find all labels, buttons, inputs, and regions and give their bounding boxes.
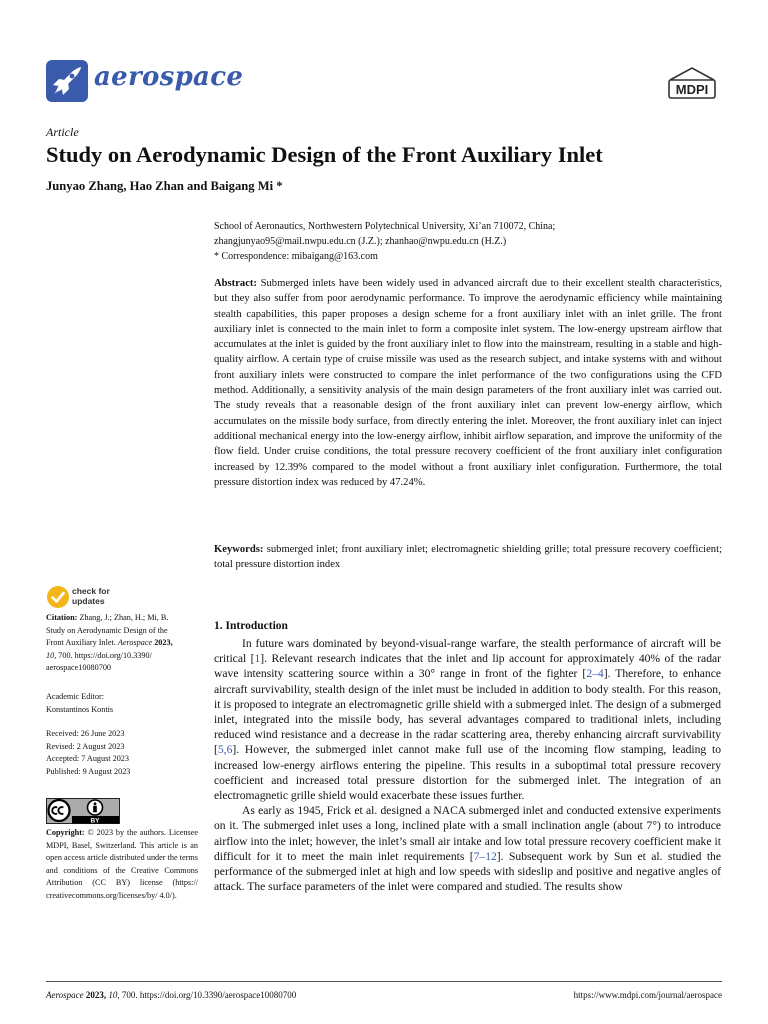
article-title: Study on Aerodynamic Design of the Front Auxiliary Inlet	[46, 142, 603, 167]
keywords-text: submerged inlet; front auxiliary inlet; electromagnetic shielding grille; total pressure recovery coefficient; total pressure distortion index	[214, 544, 722, 571]
reference-link[interactable]: 2–4	[586, 667, 604, 681]
citation-year: 2023,	[152, 638, 173, 648]
academic-editor	[46, 691, 198, 716]
citation-doi[interactable]: , 700. https://doi.org/10.3390/	[54, 650, 152, 660]
citation-label: Citation:	[46, 613, 78, 622]
mdpi-logo-icon	[666, 66, 718, 100]
check-updates-line1: check for	[72, 586, 110, 596]
footer-citation	[46, 990, 296, 1000]
editor-label: Academic Editor:	[46, 692, 104, 701]
check-updates-line2: updates	[72, 596, 105, 606]
footer-doi[interactable]: , 700. https://doi.org/10.3390/aerospace10080700	[117, 990, 297, 1000]
author-emails: zhangjunyao95@mail.nwpu.edu.cn (J.Z.); zhanhao@nwpu.edu.cn (H.Z.)	[214, 236, 507, 247]
body-text	[214, 636, 721, 894]
author-list: Junyao Zhang, Hao Zhan and Baigang Mi *	[46, 179, 283, 193]
correspondence: * Correspondence: mibaigang@163.com	[214, 251, 378, 262]
abstract	[214, 276, 722, 490]
paragraph: In future wars dominated by beyond-visual-range warfare, the stealth performance of aircraft will be critical [1]. Relevant research indicates that the inlet and lip account for approximately 40% of the radar wave intensity scattering source within a 30° range in front of the fighter [2–4]. Therefore, to enhance aircraft survivability, stealth design of the inlet must be included in addition to body stealth. For this reason, it is proposed to integrate an electromagnetic grille shield with a submerged inlet. The design of a submerged inlet, integrated into the missile body, has several advantages compared to traditional inlets, including reduced wind resistance and a decrease in the radar scattering area, thereby enhancing aircraft survivability [5,6]. However, the submerged inlet cannot make full use of the incoming flow stamping, leading to increased low-energy airflows entering the pipeline. This results in a suboptimal total pressure recovery coefficient and increased total pressure distortion for the submerged inlet. The integration of an electromagnetic grille shield would exacerbate these issues further.	[214, 637, 722, 803]
cc-by-label: BY	[90, 817, 100, 824]
cc-by-license-icon[interactable]	[46, 798, 120, 824]
section-heading: 1. Introduction	[214, 620, 288, 632]
affiliation-block	[214, 219, 726, 264]
check-for-updates-badge[interactable]	[46, 585, 156, 609]
copyright-notice	[46, 827, 198, 903]
footer-journal-url[interactable]: https://www.mdpi.com/journal/aerospace	[573, 990, 722, 1000]
copyright-label: Copyright:	[46, 828, 85, 837]
journal-name: aerospace	[94, 62, 244, 92]
footer-journal: Aerospace	[46, 990, 84, 1000]
rocket-logo-icon	[46, 60, 88, 102]
reference-link[interactable]: 7–12	[473, 849, 497, 863]
footer-divider	[46, 981, 722, 982]
revised-date: Revised: 2 August 2023	[46, 741, 125, 751]
published-date: Published: 9 August 2023	[46, 766, 131, 776]
editor-name: Konstantinos Kontis	[46, 704, 114, 714]
citation-block	[46, 612, 198, 675]
abstract-text: Submerged inlets have been widely used in advanced aircraft due to their excellent stealth characteristics, but they also suffer from poor aerodynamic performance. To improve the aerodynamic efficiency while maintaining stealth capabilities, this paper proposes a design scheme for a front auxiliary inlet with an inlet grille. The front auxiliary inlet is connected to the main inlet to form a composite inlet system. The low-energy upstream airflow that accumulates at the inlet is guided by the front auxiliary inlet to flow into the mainstream, resulting in a stable and high-quality airflow. A certain type of cruise missile was used as the research subject, and intake systems with and without front auxiliary inlets were constructed to compare the inlet performance of the two configurations using the CFD method. Additionally, a sensitivity analysis of the main design parameters of the front auxiliary inlet was carried out. The study reveals that a reasonable design of the front auxiliary inlet can prevent low-energy airflow, which accumulates on the missile body surface, from directly entering the inlet. Moreover, the front auxiliary inlet can inject additional mechanical energy into the low-energy airflow, inhibit airflow separation, and improve the uniformity of the flow field. Under cruise conditions, the total pressure recovery coefficient of the front auxiliary inlet configuration increased by 12.39% compared to the model without a front auxiliary inlet configuration. Furthermore, the total pressure distortion index was reduced by 47.24%.	[214, 278, 722, 488]
reference-link[interactable]: 5,6	[217, 743, 233, 757]
citation-text: Study on Aerodynamic Design of the	[46, 625, 168, 635]
citation-journal: Aerospace	[117, 638, 153, 648]
check-updates-icon	[46, 585, 70, 609]
citation-doi[interactable]: aerospace10080700	[46, 663, 112, 673]
mdpi-logo-text: MDPI	[675, 82, 709, 97]
received-date: Received: 26 June 2023	[46, 729, 125, 738]
citation-text: Zhang, J.; Zhan, H.; Mi, B.	[77, 613, 169, 622]
copyright-text: © 2023 by the authors. Licensee MDPI, Basel, Switzerland. This article is an open access article distributed under the terms and conditions of the Creative Commons Attribution (CC BY) license (https:// creativecommons.org/licenses/by/ 4.0/).	[46, 828, 198, 900]
citation-volume: 10	[46, 650, 55, 660]
keywords	[214, 542, 722, 573]
article-dates	[46, 728, 198, 778]
affiliation-line: School of Aeronautics, Northwestern Polytechnical University, Xi’an 710072, China;	[214, 221, 556, 232]
paragraph: As early as 1945, Frick et al. designed a NACA submerged inlet and conducted extensive experiments on it. The submerged inlet uses a long, inclined plate with a small inclination angle (about 7°) to introduce airflow into the inlet; however, the inlet’s small air intake and low total pressure recovery coefficient make it difficult for it to meet the main inlet requirements [7–12]. Subsequent work by Sun et al. studied the performance of the submerged inlet at high and low speeds with sideslip and positive and negative angles of attack. The surface parameters of the inlet were compared and studied. The results show	[214, 804, 721, 894]
abstract-label: Abstract:	[214, 278, 257, 289]
footer-year: 2023,	[83, 990, 107, 1000]
article-type: Article	[46, 125, 79, 139]
footer-volume: 10	[108, 990, 118, 1000]
keywords-label: Keywords:	[214, 544, 264, 555]
accepted-date: Accepted: 7 August 2023	[46, 754, 129, 764]
reference-link[interactable]: 1	[254, 652, 261, 666]
citation-text: Front Auxiliary Inlet.	[46, 638, 118, 648]
